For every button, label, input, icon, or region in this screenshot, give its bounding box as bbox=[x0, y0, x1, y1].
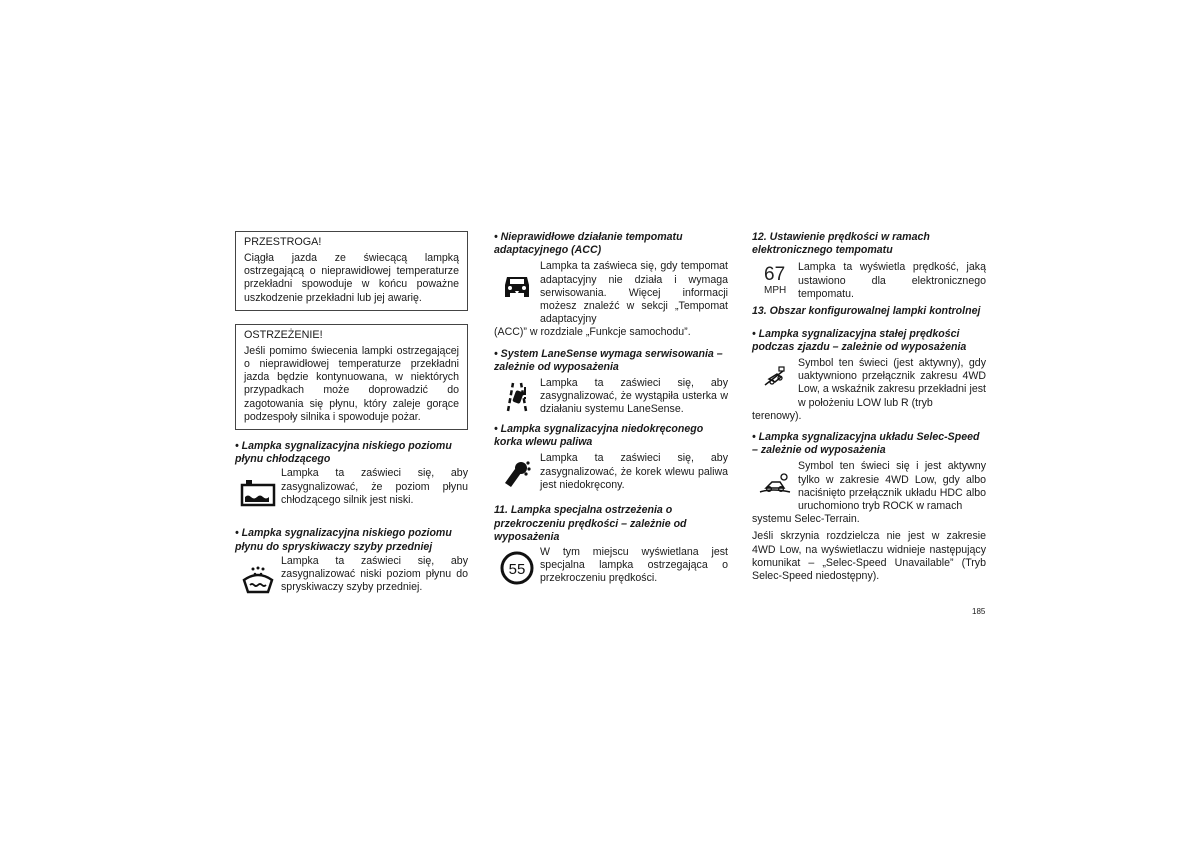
washer-block bbox=[235, 555, 468, 607]
permanent-speed-heading: • Lampka sygnalizacyjna stałej prędkości podczas zjazdu – zależnie od wyposażenia bbox=[752, 327, 967, 353]
warning-box bbox=[235, 324, 468, 430]
selec-speed-text-tail: systemu Selec-Terrain. bbox=[752, 513, 860, 526]
lanesense-text: Lampka ta zaświeci się, aby zasygnalizować, że wystąpiła usterka w działaniu systemu LaneSense. bbox=[540, 377, 728, 416]
selec-speed-heading: • Lampka sygnalizacyjna układu Selec-Speed – zależnie od wyposażenia bbox=[752, 431, 980, 457]
caution-title: PRZESTROGA! bbox=[244, 236, 322, 248]
selec-speed-note: Jeśli skrzynia rozdzielcza nie jest w zakresie 4WD Low, na wyświetlaczu widnieje następujący komunikat – „Selec-Speed Unavailable” (Tryb Selec-Speed niedostępny). bbox=[752, 530, 986, 583]
fuelcap-block bbox=[494, 452, 728, 496]
setspeed-text: Lampka ta wyświetla prędkość, jaką ustawiono dla elektronicznego tempomatu. bbox=[798, 261, 986, 300]
loose-fuel-cap-icon bbox=[494, 452, 540, 496]
speed-limit-value: 55 bbox=[508, 561, 526, 579]
acc-block bbox=[494, 260, 728, 326]
caution-text: Ciągła jazda ze świecącą lampką ostrzegającą o nieprawidłowej temperaturze przekładni spowoduje w końcu poważne uszkodzenie przekładni lub jej awarię. bbox=[244, 252, 459, 304]
washer-fluid-icon bbox=[235, 555, 281, 607]
washer-heading: • Lampka sygnalizacyjna niskiego poziomu płynu do spryskiwaczy szyby przedniej bbox=[235, 527, 452, 553]
lanesense-heading: • System LaneSense wymaga serwisowania – zależnie od wyposażenia bbox=[494, 347, 723, 373]
set-speed-value: 67 bbox=[764, 264, 786, 286]
page-number: 185 bbox=[972, 607, 986, 616]
selec-speed-icon bbox=[752, 460, 798, 508]
speed-warning-block bbox=[494, 546, 728, 590]
caution-box bbox=[235, 231, 468, 311]
acc-text: Lampka ta zaświeca się, gdy tempomat adaptacyjny nie działa i wymaga serwisowania. Więcej informacji możesz znaleźć w sekcji „Tempomat adaptacyjny bbox=[540, 260, 728, 326]
column-right bbox=[752, 231, 986, 583]
setspeed-block bbox=[752, 261, 986, 301]
config-heading: 13. Obszar konfigurowalnej lampki kontrolnej bbox=[752, 305, 981, 318]
hill-descent-icon bbox=[752, 357, 798, 397]
lanesense-block bbox=[494, 377, 728, 417]
speed-warning-heading: 11. Lampka specjalna ostrzeżenia o przekroczeniu prędkości – zależnie od wyposażenia bbox=[494, 504, 687, 543]
warning-title: OSTRZEŻENIE! bbox=[244, 328, 323, 341]
coolant-level-icon bbox=[235, 467, 281, 519]
fuelcap-heading: • Lampka sygnalizacyjna niedokręconego korka wlewu paliwa bbox=[494, 423, 704, 449]
lanesense-icon bbox=[494, 377, 540, 417]
permanent-speed-text-tail: terenowy). bbox=[752, 409, 802, 422]
speed-warning-text: W tym miejscu wyświetlana jest specjalna lampka ostrzegająca o przekroczeniu prędkości. bbox=[540, 546, 728, 585]
acc-text-tail: (ACC)” w rozdziale „Funkcje samochodu”. bbox=[494, 326, 691, 339]
coolant-block bbox=[235, 467, 468, 519]
permanent-speed-text: Symbol ten świeci (jest aktywny), gdy uaktywniono przełącznik zakresu 4WD Low, a wskaźnik zakresu przekładni jest w położeniu LOW lub R (tryb bbox=[798, 357, 986, 409]
set-speed-unit: MPH bbox=[764, 285, 787, 297]
coolant-text: Lampka ta zaświeci się, aby zasygnalizować, że poziom płynu chłodzącego silnik jest niski. bbox=[281, 467, 468, 506]
column-middle bbox=[494, 231, 728, 590]
setspeed-heading: 12. Ustawienie prędkości w ramach elektronicznego tempomatu bbox=[752, 231, 930, 257]
acc-heading: • Nieprawidłowe działanie tempomatu adaptacyjnego (ACC) bbox=[494, 231, 683, 257]
permanent-speed-block bbox=[752, 357, 986, 410]
selec-speed-block bbox=[752, 460, 986, 513]
washer-text: Lampka ta zaświeci się, aby zasygnalizować niski poziom płynu do spryskiwaczy szyby przedniej. bbox=[281, 554, 468, 594]
warning-text: Jeśli pomimo świecenia lampki ostrzegającej o nieprawidłowej temperaturze przekładni jazda będzie kontynuowana, w niektórych przypadkach może doprowadzić do zagotowania się płynu, który zaleje gorące podzespoły silnika i spowoduje pożar. bbox=[244, 344, 459, 423]
column-left bbox=[235, 231, 468, 607]
coolant-heading: • Lampka sygnalizacyjna niskiego poziomu płynu chłodzącego bbox=[235, 440, 452, 466]
acc-fault-icon bbox=[494, 260, 540, 312]
speed-limit-icon bbox=[494, 546, 540, 590]
fuelcap-text: Lampka ta zaświeci się, aby zasygnalizować, że korek wlewu paliwa jest niedokręcony. bbox=[540, 452, 728, 491]
selec-speed-text: Symbol ten świeci się i jest aktywny tylko w zakresie 4WD Low, gdy albo naciśnięto przełącznik układu HDC albo uruchomiono tryb ROCK w ramach bbox=[798, 460, 986, 513]
set-speed-icon bbox=[752, 261, 798, 301]
